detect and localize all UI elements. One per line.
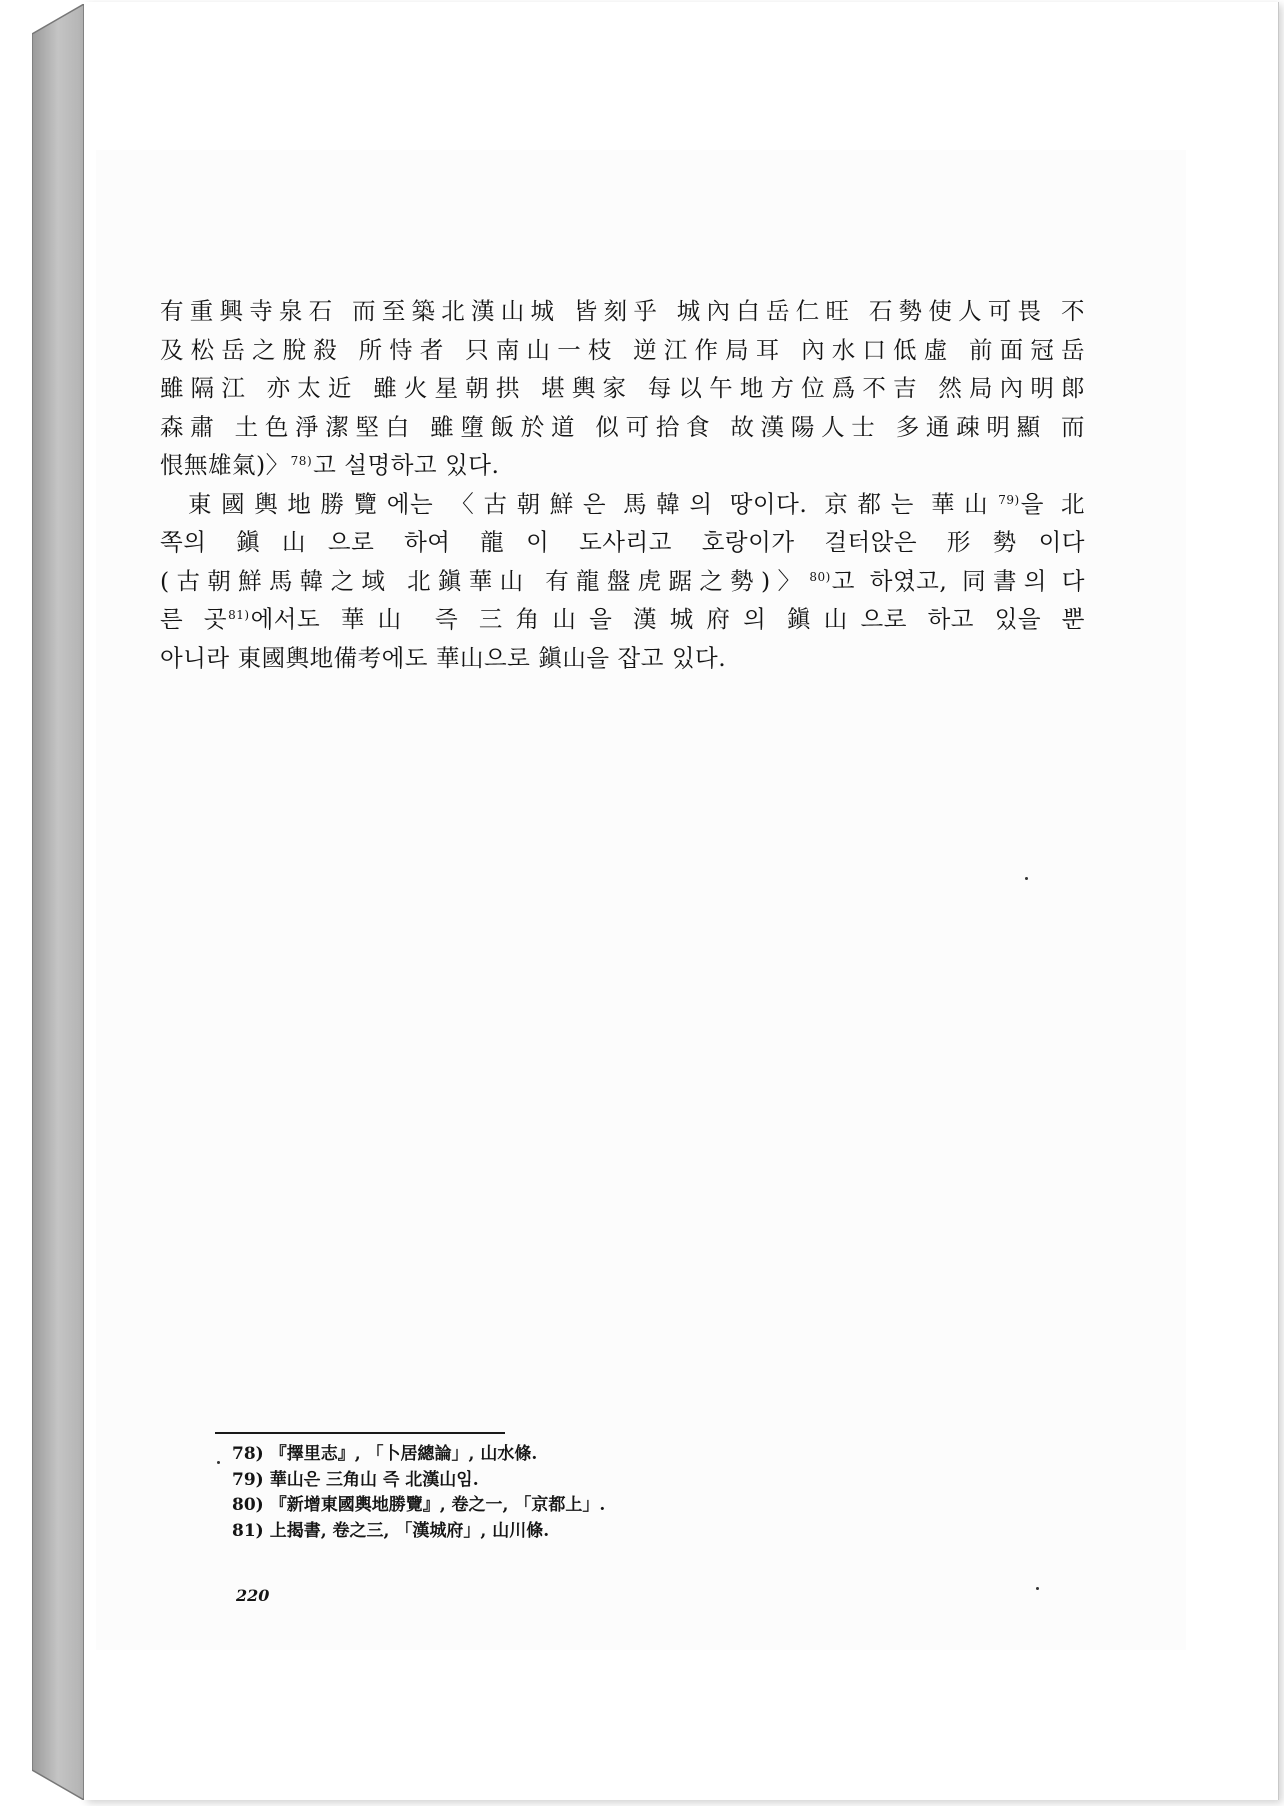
text-line: 及松岳之脫殺 所恃者 只南山一枝 逆江作局耳 內水口低虛 前面冠岳 bbox=[160, 335, 1085, 364]
scan-speck bbox=[1036, 1587, 1039, 1590]
text-segment: 에서도 華山 즉 三角山을 漢城府의 鎭山으로 하고 있을 뿐 bbox=[250, 605, 1086, 633]
footnote-number: 80) bbox=[232, 1495, 264, 1515]
footnote-text: 『新增東國輿地勝覽』, 卷之一, 「京都上」. bbox=[269, 1495, 606, 1515]
footnote-80 bbox=[232, 1493, 605, 1519]
footnote-79 bbox=[232, 1468, 605, 1494]
footnote-text: 華山은 三角山 즉 北漢山임. bbox=[269, 1469, 479, 1490]
paragraph-1 bbox=[160, 292, 1085, 485]
text-line bbox=[160, 600, 1085, 639]
footnote-number: 78) bbox=[232, 1444, 264, 1464]
text-line: 쪽의 鎭山으로 하여 龍이 도사리고 호랑이가 걸터앉은 形勢이다 bbox=[160, 528, 1085, 556]
footnote-ref-80: 80) bbox=[809, 569, 831, 584]
text-line: 森肅 土色淨潔堅白 雖墮飯於道 似可拾食 故漢陽人士 多通疎明顯 而 bbox=[160, 412, 1085, 441]
footnote-ref-81: 81) bbox=[228, 608, 250, 622]
text-line: 아니라 東國輿地備考에도 華山으로 鎭山을 잡고 있다. bbox=[160, 643, 727, 672]
text-line: 有重興寺泉石 而至築北漢山城 皆刻乎 城內白岳仁旺 石勢使人可畏 不 bbox=[160, 297, 1085, 325]
scan-speck bbox=[1025, 877, 1028, 880]
scan-speck bbox=[217, 1461, 220, 1464]
text-segment: 고 하였고, 同書의 다 bbox=[831, 566, 1085, 595]
footnote-ref-78: 78) bbox=[290, 454, 313, 468]
text-line bbox=[160, 562, 1085, 601]
text-segment: (古朝鮮馬韓之域 北鎭華山 有龍盤虎踞之勢)〉 bbox=[160, 566, 809, 595]
book-spine bbox=[32, 4, 84, 1800]
text-segment: 고 설명하고 있다. bbox=[313, 451, 500, 479]
footnote-text: 上揭書, 卷之三, 「漢城府」, 山川條. bbox=[269, 1520, 550, 1541]
footnote-78 bbox=[232, 1442, 605, 1468]
text-line bbox=[160, 485, 1085, 524]
footnote-number: 79) bbox=[232, 1469, 264, 1490]
footnote-text: 『擇里志』, 「卜居總論」, 山水條. bbox=[269, 1444, 538, 1464]
footnote-number: 81) bbox=[232, 1520, 264, 1541]
text-segment: 른 곳 bbox=[160, 605, 228, 633]
text-line bbox=[160, 446, 1085, 485]
footnote-ref-79: 79) bbox=[998, 492, 1020, 507]
body-text bbox=[160, 292, 1085, 677]
text-line: 雖隔江 亦太近 雖火星朝拱 堪輿家 每以午地方位爲不吉 然局內明郞 bbox=[160, 374, 1085, 402]
text-segment: 東國輿地勝覽에는 〈古朝鮮은 馬韓의 땅이다. 京都는 華山 bbox=[188, 489, 998, 518]
footnotes bbox=[232, 1442, 605, 1544]
footnote-81 bbox=[232, 1519, 605, 1545]
paragraph-2 bbox=[160, 485, 1085, 678]
footnote-separator bbox=[215, 1432, 505, 1434]
text-segment: 을 北 bbox=[1020, 489, 1085, 518]
text-segment: 恨無雄氣)〉 bbox=[160, 451, 290, 479]
page-number: 220 bbox=[236, 1586, 270, 1605]
